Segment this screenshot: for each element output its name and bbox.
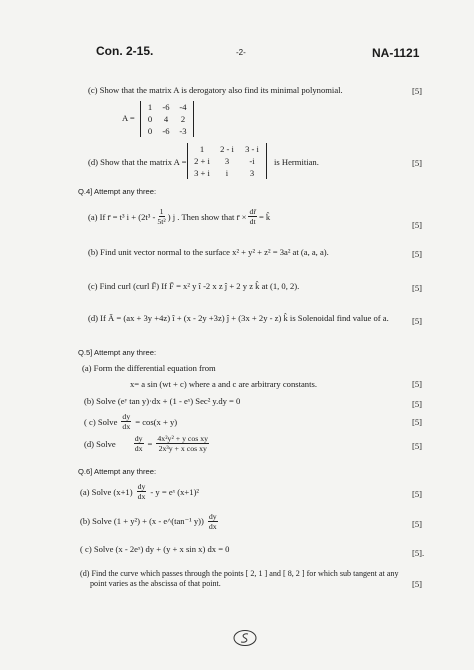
q4-heading: Q.4] Attempt any three: xyxy=(78,187,157,196)
q3c-text: (c) Show that the matrix A is derogatory also find its minimal polynomial. xyxy=(88,85,343,95)
matrix-cell: 3 + i xyxy=(194,168,210,178)
q6a-post: - y = eˣ (x+1)² xyxy=(150,486,200,497)
denominator: 2x³y + x cos xy xyxy=(158,444,207,453)
q6b-marks: [5] xyxy=(412,519,423,529)
q3c-matrix-label: A = xyxy=(122,113,135,123)
paper-code-right: NA-1121 xyxy=(372,46,420,60)
q5-heading: Q.5] Attempt any three: xyxy=(78,348,157,357)
matrix-cell: 3 - i xyxy=(245,144,259,154)
q4a-post: = k̂ xyxy=(258,211,271,222)
fraction xyxy=(157,207,165,226)
q5a-text: (a) Form the differential equation from xyxy=(82,363,216,373)
q4b-text: (b) Find unit vector normal to the surface x² + y² + z² = 3a² at (a, a, a). xyxy=(88,247,329,257)
denominator: dx xyxy=(137,492,146,501)
q5c-post: = cos(x + y) xyxy=(135,416,178,427)
matrix-cell: 0 xyxy=(147,114,153,124)
q4c-text: (c) Find curl (curl F̄) If F̄ = x² y î -2 x z ĵ + 2 y z k̂ at (1, 0, 2). xyxy=(88,281,300,291)
fraction xyxy=(248,207,257,226)
q5c-marks: [5] xyxy=(412,417,423,427)
q6c-marks: [5]. xyxy=(412,548,425,558)
matrix-a-hermitian xyxy=(187,143,267,179)
fraction xyxy=(156,434,209,453)
matrix-cell: 4 xyxy=(163,114,169,124)
q4b-marks: [5] xyxy=(412,249,423,259)
denominator: dx xyxy=(208,522,217,531)
q6d-text-line2: point varies as the abscissa of that point. xyxy=(90,579,221,588)
matrix-cell: 2 - i xyxy=(220,144,234,154)
q6b-pre: (b) Solve (1 + y²) + (x - e^(tan⁻¹ y)) xyxy=(80,516,204,526)
q3d-text-post: is Hermitian. xyxy=(274,157,319,167)
paper-code-left: Con. 2-15. xyxy=(96,44,154,58)
q6-heading: Q.6] Attempt any three: xyxy=(78,467,157,476)
numerator: dy xyxy=(134,434,143,443)
q6a-line xyxy=(80,482,199,501)
matrix-cell: 2 xyxy=(180,114,186,124)
matrix-cell: -4 xyxy=(179,102,187,112)
q5d-pre: (d) Solve xyxy=(84,438,116,449)
q5c-line xyxy=(84,412,177,431)
q3d-marks: [5] xyxy=(412,158,423,168)
q6a-marks: [5] xyxy=(412,489,423,499)
matrix-cell: 0 xyxy=(147,126,153,136)
q5d-line xyxy=(84,434,209,453)
matrix-cell: -6 xyxy=(162,102,170,112)
matrix-cell: 1 xyxy=(147,102,153,112)
matrix-cell: 3 xyxy=(224,156,230,166)
q4d-text: (d) If Ā = (ax + 3y +4z) î + (x - 2y +3z) ĵ + (3x + 2y - z) k̂ is Solenoidal find value of a. xyxy=(88,313,389,323)
numerator: dy xyxy=(137,482,146,491)
fraction xyxy=(121,412,131,431)
equals: = xyxy=(147,438,153,449)
numerator: 1 xyxy=(159,207,164,216)
q6c-text: ( c) Solve (x - 2eˣ) dy + (y + x sin x) dx = 0 xyxy=(80,544,230,554)
q3c-marks: [5] xyxy=(412,86,423,96)
q4a-marks: [5] xyxy=(412,220,423,230)
q5b-text: (b) Solve (eʸ tan y)·dx + (1 - eˣ) Sec² y.dy = 0 xyxy=(84,396,241,406)
fraction xyxy=(134,434,144,453)
denominator: 5t² xyxy=(157,217,166,226)
q5a-eq: x= a sin (wt + c) where a and c are arbitrary constants. xyxy=(130,379,317,389)
q5c-pre: ( c) Solve xyxy=(84,416,118,427)
numerator: dy xyxy=(208,512,217,521)
matrix-cell: -6 xyxy=(162,126,170,136)
matrix-a-derogatory xyxy=(140,101,194,137)
q6d-marks: [5] xyxy=(412,579,423,589)
fraction xyxy=(208,512,218,531)
matrix-cell: 1 xyxy=(199,144,205,154)
matrix-cell: 3 xyxy=(249,168,255,178)
q6d-text-line1: (d) Find the curve which passes through the points [ 2, 1 ] and [ 8, 2 ] for which sub tangent at any xyxy=(80,569,399,578)
numerator: 4x²y² + y cos xy xyxy=(157,434,209,443)
numerator: dr̄ xyxy=(249,207,256,216)
matrix-cell: 2 + i xyxy=(194,156,210,166)
matrix-cell: -i xyxy=(249,156,255,166)
q6a-pre: (a) Solve (x+1) xyxy=(80,486,133,497)
denominator: dt xyxy=(249,217,256,226)
q4a-pre: (a) If r̄ = t³ i + (2t³ - xyxy=(88,211,156,222)
q5d-marks: [5] xyxy=(412,441,423,451)
q4d-marks: [5] xyxy=(412,316,423,326)
q3d-text-pre: (d) Show that the matrix A = xyxy=(88,157,187,167)
handwritten-signature-mark xyxy=(232,628,258,648)
matrix-cell: i xyxy=(225,168,229,178)
q5b-marks: [5] xyxy=(412,399,423,409)
q5a-marks: [5] xyxy=(412,379,423,389)
q4a-mid: ) j . Then show that r̄ × xyxy=(167,211,247,222)
matrix-cell: -3 xyxy=(179,126,187,136)
q4c-marks: [5] xyxy=(412,283,423,293)
q4a-line xyxy=(88,207,270,226)
fraction xyxy=(137,482,147,501)
numerator: dy xyxy=(122,412,131,421)
page-number: -2- xyxy=(236,48,246,57)
denominator: dx xyxy=(122,422,131,431)
q6b-line xyxy=(80,512,218,531)
denominator: dx xyxy=(134,444,143,453)
